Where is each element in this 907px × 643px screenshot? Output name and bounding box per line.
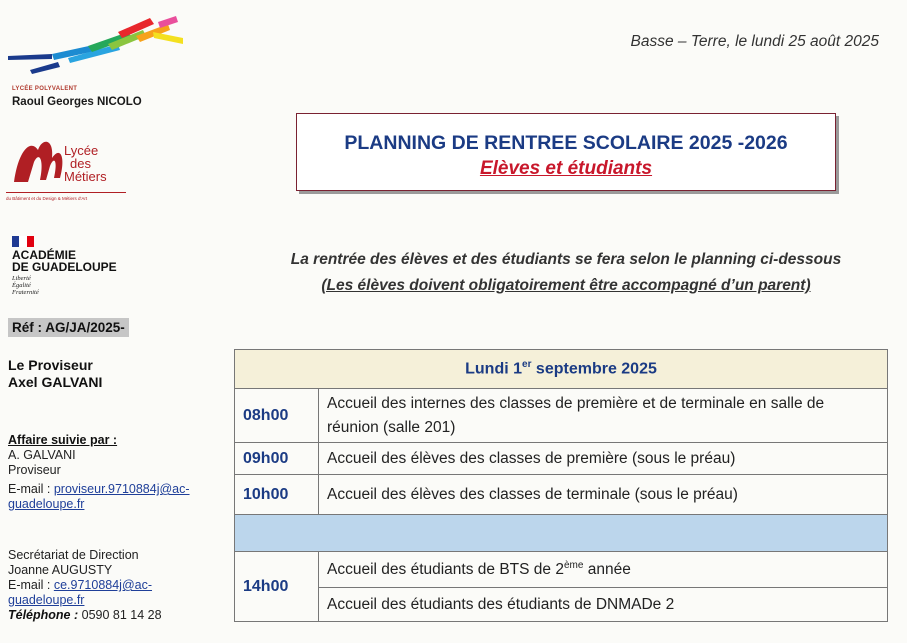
time-cell: 10h00 bbox=[235, 475, 319, 515]
table-row bbox=[235, 389, 888, 443]
lycee-des-metiers-text: Lycée des Métiers bbox=[64, 143, 107, 184]
secretariat-email-link-cont[interactable]: guadeloupe.fr bbox=[8, 593, 85, 607]
activity-cell: Accueil des élèves des classes de terminale (sous le préau) bbox=[319, 475, 888, 515]
republic-motto: Liberté Égalité Fraternité bbox=[12, 275, 39, 296]
blank-separator bbox=[235, 515, 888, 552]
academie-name: ACADÉMIE DE GUADELOUPE bbox=[12, 248, 117, 274]
activity-cell: Accueil des étudiants de BTS de 2ème année bbox=[319, 552, 888, 588]
page-title: PLANNING DE RENTREE SCOLAIRE 2025 -2026 bbox=[344, 132, 788, 154]
divider bbox=[6, 192, 126, 193]
lycee-des-metiers-logo bbox=[8, 132, 68, 192]
proviseur-email-link[interactable]: proviseur.9710884j@ac- bbox=[53, 482, 190, 496]
planning-table bbox=[234, 349, 888, 622]
table-row bbox=[235, 475, 888, 515]
page-subtitle: Elèves et étudiants bbox=[479, 158, 653, 179]
document-date: Basse – Terre, le lundi 25 août 2025 bbox=[630, 33, 879, 50]
intro-note: (Les élèves doivent obligatoirement être accompagné d’un parent) bbox=[321, 277, 811, 294]
activity-cell: Accueil des élèves des classes de première (sous le préau) bbox=[319, 443, 888, 475]
intro-line: La rentrée des élèves et des étudiants se fera selon le planning ci-dessous bbox=[290, 251, 842, 268]
activity-cell: Accueil des étudiants des étudiants de DNMADe 2 bbox=[319, 588, 888, 622]
activity-cell: Accueil des internes des classes de première et de terminale en salle de réunion (salle 201) bbox=[319, 389, 888, 443]
lycee-polyvalent-logo bbox=[8, 14, 203, 86]
lycee-name: Raoul Georges NICOLO bbox=[12, 96, 142, 108]
lycee-des-metiers-subtitle: du Bâtiment et du Design & Métiers d'Art bbox=[6, 196, 88, 201]
secretariat-email-link[interactable]: ce.9710884j@ac- bbox=[53, 578, 153, 592]
reference-label: Réf : AG/JA/2025- bbox=[8, 318, 129, 337]
table-row bbox=[235, 588, 888, 622]
table-header: Lundi 1er septembre 2025 bbox=[235, 350, 888, 389]
table-row bbox=[235, 552, 888, 588]
proviseur-block: Le Proviseur Axel GALVANI bbox=[8, 357, 103, 390]
table-row bbox=[235, 443, 888, 475]
title-box bbox=[296, 113, 836, 191]
proviseur-email-link-cont[interactable]: guadeloupe.fr bbox=[8, 497, 85, 511]
secretariat-block: Secrétariat de Direction Joanne AUGUSTY E-mail : ce.9710884j@ac- guadeloupe.fr Téléphone : 0590 81 14 28 bbox=[8, 548, 162, 622]
lunch-break-row bbox=[235, 515, 888, 552]
french-flag-icon bbox=[12, 236, 34, 247]
lycee-type-label: LYCÉE POLYVALENT bbox=[12, 86, 78, 92]
time-cell: 09h00 bbox=[235, 443, 319, 475]
time-cell: 14h00 bbox=[235, 552, 319, 622]
time-cell: 08h00 bbox=[235, 389, 319, 443]
affaire-suivie-block: Affaire suivie par : A. GALVANI Proviseur E-mail : proviseur.9710884j@ac- guadeloupe.fr bbox=[8, 433, 190, 511]
